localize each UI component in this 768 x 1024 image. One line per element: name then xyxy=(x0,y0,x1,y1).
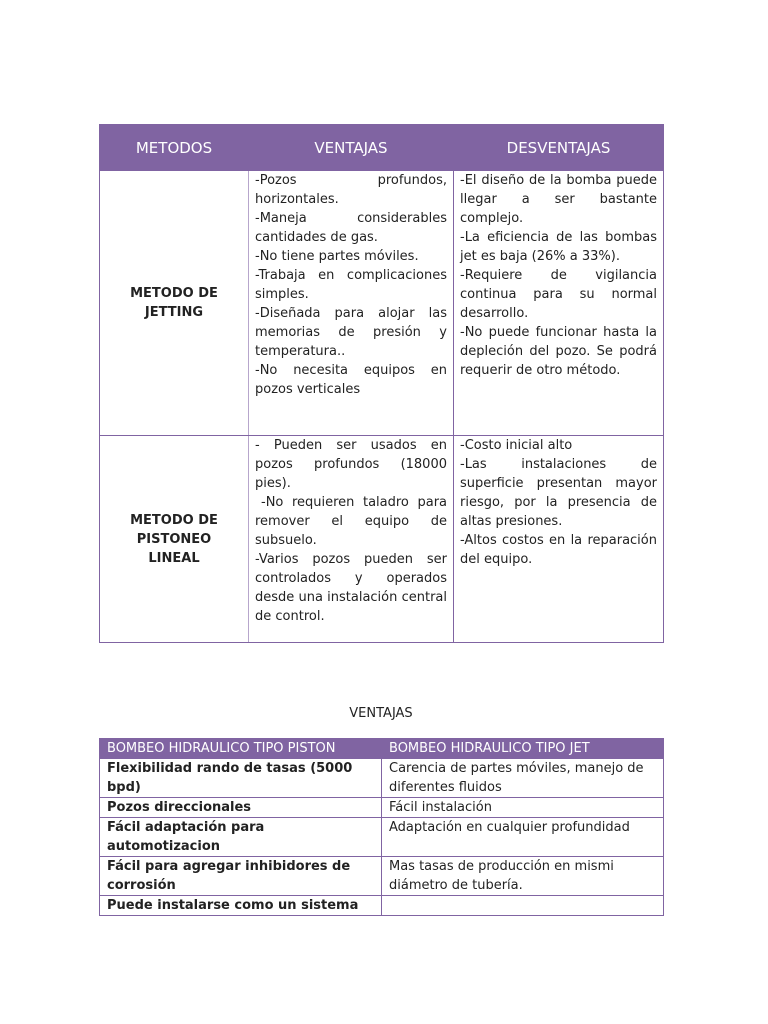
pump-comparison-table xyxy=(99,738,664,916)
list-item: -Maneja considerables cantidades de gas. xyxy=(255,211,447,245)
desventajas-cell xyxy=(454,436,664,643)
jet-cell: Fácil instalación xyxy=(382,798,664,818)
list-item: -Altos costos en la reparación del equipo. xyxy=(460,533,657,567)
piston-cell: Fácil para agregar inhibidores de corrosión xyxy=(100,857,382,896)
header-metodos: METODOS xyxy=(100,125,249,171)
list-item: -La eficiencia de las bombas jet es baja (26% a 33%). xyxy=(460,230,657,264)
piston-cell: Fácil adaptación para automotizacion xyxy=(100,818,382,857)
list-item: -Pozos profundos, horizontales. xyxy=(255,173,447,207)
methods-table xyxy=(99,124,664,643)
comparison-header-row xyxy=(100,739,664,759)
table-row xyxy=(100,171,664,436)
list-item: -No requieren taladro para remover el equipo de subsuelo. xyxy=(255,495,447,548)
list-item: - Pueden ser usados en pozos profundos (18000 pies). xyxy=(255,438,447,491)
table-caption: VENTAJAS xyxy=(349,706,413,721)
jet-cell: Carencia de partes móviles, manejo de diferentes fluidos xyxy=(382,759,664,798)
list-item: -Varios pozos pueden ser controlados y operados desde una instalación central de control. xyxy=(255,552,447,624)
ventajas-cell xyxy=(249,436,454,643)
list-item: -Trabaja en complicaciones simples. xyxy=(255,268,447,302)
list-item: -El diseño de la bomba puede llegar a ser bastante complejo. xyxy=(460,173,657,226)
piston-cell: Puede instalarse como un sistema xyxy=(100,896,382,916)
table-row xyxy=(100,759,664,798)
jet-cell: Adaptación en cualquier profundidad xyxy=(382,818,664,857)
list-item: -Las instalaciones de superficie presentan mayor riesgo, por la presencia de altas presiones. xyxy=(460,457,657,529)
methods-table-header-row xyxy=(100,125,664,171)
header-desventajas: DESVENTAJAS xyxy=(454,125,664,171)
ventajas-cell xyxy=(249,171,454,436)
list-item: -No puede funcionar hasta la depleción del pozo. Se podrá requerir de otro método. xyxy=(460,325,657,378)
method-name: METODO DE PISTONEO LINEAL xyxy=(100,436,249,643)
piston-cell: Pozos direccionales xyxy=(100,798,382,818)
piston-cell: Flexibilidad rando de tasas (5000 bpd) xyxy=(100,759,382,798)
method-name: METODO DE JETTING xyxy=(100,171,249,436)
list-item: -No tiene partes móviles. xyxy=(255,249,419,264)
table-row xyxy=(100,896,664,916)
header-ventajas: VENTAJAS xyxy=(249,125,454,171)
list-item: -Diseñada para alojar las memorias de presión y temperatura.. xyxy=(255,306,447,359)
table-row xyxy=(100,857,664,896)
header-jet: BOMBEO HIDRAULICO TIPO JET xyxy=(382,739,664,759)
header-piston: BOMBEO HIDRAULICO TIPO PISTON xyxy=(100,739,382,759)
jet-cell: Mas tasas de producción en mismi diámetro de tubería. xyxy=(382,857,664,896)
desventajas-cell xyxy=(454,171,664,436)
table-row xyxy=(100,436,664,643)
table-row xyxy=(100,818,664,857)
table-row xyxy=(100,798,664,818)
jet-cell xyxy=(382,896,664,916)
list-item: -Requiere de vigilancia continua para su normal desarrollo. xyxy=(460,268,657,321)
list-item: -Costo inicial alto xyxy=(460,438,573,453)
list-item: -No necesita equipos en pozos verticales xyxy=(255,363,447,397)
